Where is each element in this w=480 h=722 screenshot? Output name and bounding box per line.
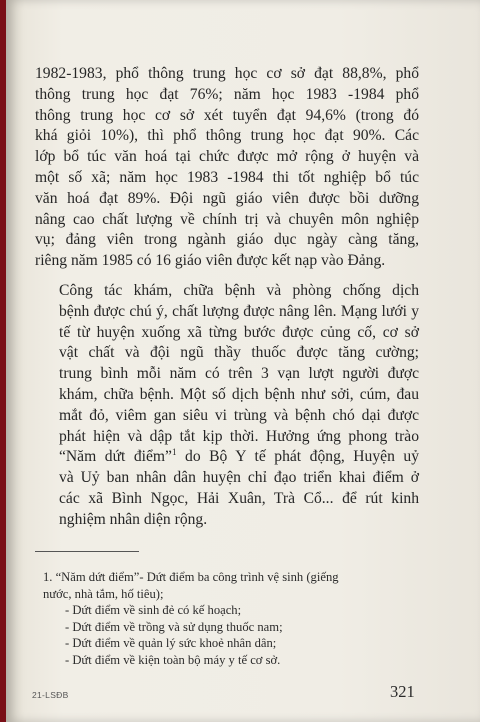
text-line: vụ; đảng viên trong ngành giáo dục ngày càng tăng, [35,231,419,249]
text-line: một số xã; năm học 1983 -1984 thi tốt nghiệp bổ túc [35,168,419,186]
footnote [35,569,419,669]
text-line: khám, chữa bệnh. Một số dịch bệnh như sởi, cúm, đau [59,385,419,403]
footnote-text: 1. “Năm dứt điểm”- Dứt điểm ba công trình vệ sinh (giếng [43,570,339,584]
footnote-reference[interactable]: 1 [171,447,177,458]
footnote-item: - Dứt điểm về sinh đẻ có kế hoạch; [65,603,242,618]
text-line: mắt đỏ, viêm gan siêu vi trùng và bệnh chó dại được [59,406,419,424]
text-line: Công tác khám, chữa bệnh và phòng chống dịch [59,281,419,299]
text-line: khá giỏi 10%), thì phổ thông trung học đạt 90%. Các [35,127,419,145]
text-line: các xã Bình Ngọc, Hải Xuân, Trà Cổ... để rút kinh [59,489,419,507]
text-line: nghiệm nhân diện rộng. [59,510,208,528]
text-line: lớp bổ túc văn hoá tại chức được mở rộng ở huyện và [35,148,419,166]
text-line: riêng năm 1985 có 16 giáo viên được kết nạp vào Đảng. [35,252,386,270]
text-line: vật chất và đội ngũ thầy thuốc được tăng cường; [59,344,419,362]
paragraph-health [35,281,419,531]
campaign-rest: do Bộ Y tế phát động, Huyện uỷ [176,448,419,466]
text-line: văn hoá đạt 89%. Đội ngũ giáo viên được bồi dưỡng [35,189,419,207]
text-line: thông trung học cơ sở xét tuyển đạt 94,6% (trong đó [35,106,419,124]
page-number: 321 [390,682,415,701]
footnote-divider [35,551,139,552]
text-line: trung bình mỗi năm có trên 3 vạn lượt người được [59,365,419,383]
paragraph-education [35,64,419,272]
text-line: và Uỷ ban nhân dân huyện chỉ đạo triển khai điểm ở [59,469,419,487]
text-line: nâng cao chất lượng về chính trị và chuyên môn nghiệp [35,210,419,228]
book-page [6,0,480,722]
text-line-with-footnote [35,447,419,468]
footnote-item: - Dứt điểm về quản lý sức khoẻ nhân dân; [65,636,277,651]
printer-signature: 21-LSĐB [32,690,69,700]
footnote-item: - Dứt điểm về kiện toàn bộ máy y tế cơ sở. [65,652,281,667]
text-line: 1982-1983, phổ thông trung học cơ sở đạt 88,8%, phổ [35,65,419,82]
footnote-text: nước, nhà tắm, hố tiêu); [43,586,164,601]
text-line: thông trung học đạt 76%; năm học 1983 -1984 phổ [35,85,419,103]
footnote-item: - Dứt điểm về trồng và sử dụng thuốc nam; [65,619,283,634]
campaign-name: “Năm dứt điểm” [59,448,172,466]
body-text [35,64,419,531]
text-line: bệnh được chú ý, chất lượng được nâng lên. Mạng lưới y [59,302,419,320]
text-line: phát hiện và dập tắt kịp thời. Hưởng ứng phong trào [59,427,419,445]
text-line: tế từ huyện xuống xã từng bước được củng cố, cơ sở [59,323,419,341]
